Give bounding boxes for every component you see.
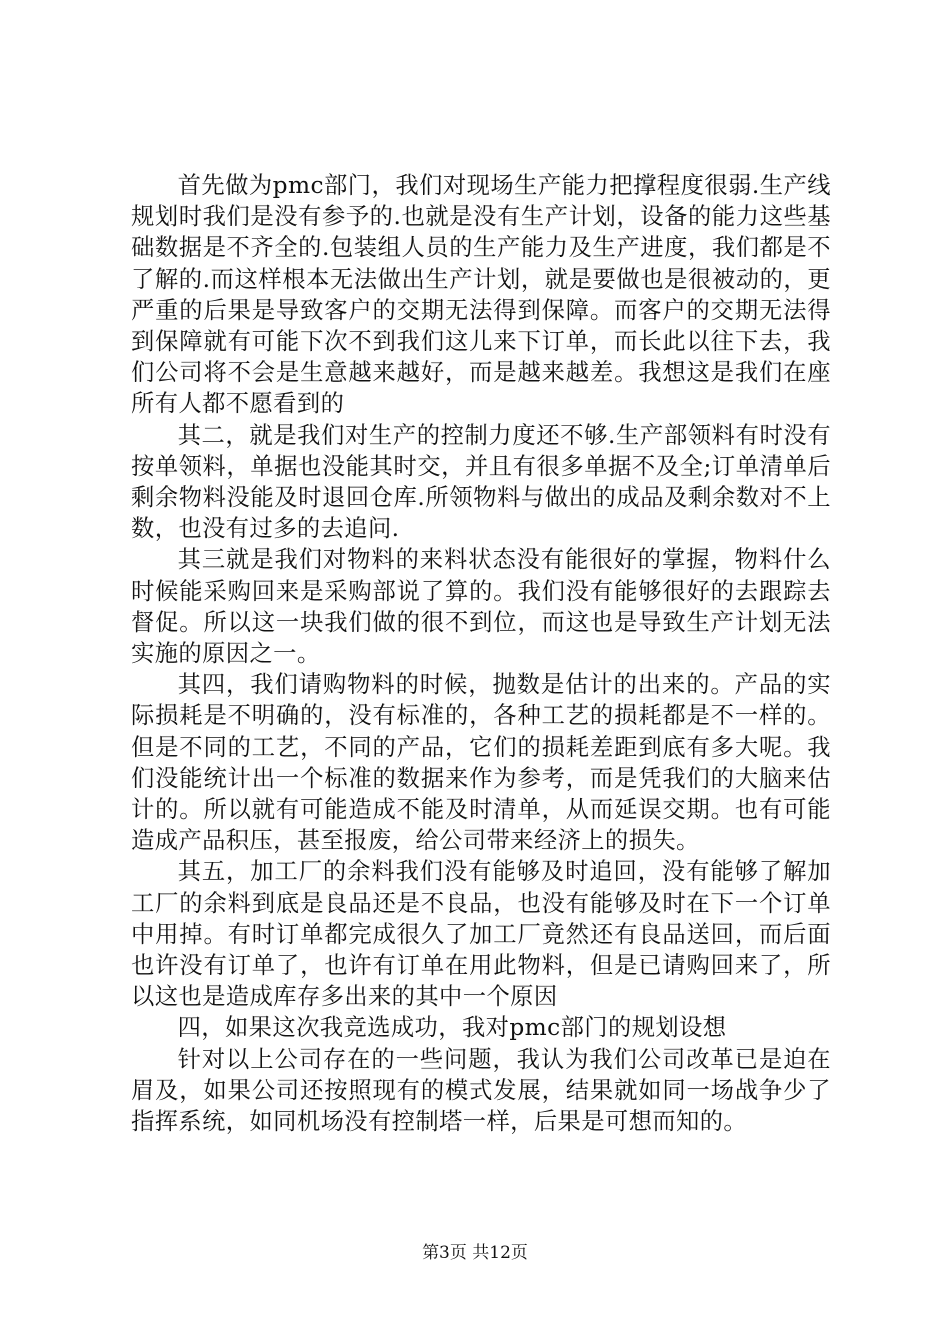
body-text <box>131 170 831 1137</box>
paragraph-2: 其二，就是我们对生产的控制力度还不够.生产部领料有时没有按单领料，单据也没能其时交，并且有很多单据不及全;订单清单后剩余物料没能及时退回仓库.所领物料与做出的成品及剩余数对不上数，也没有过多的去追问. <box>131 421 831 543</box>
paragraph-3: 其三就是我们对物料的来料状态没有能很好的掌握，物料什么时候能采购回来是采购部说了算的。我们没有能够很好的去跟踪去督促。所以这一块我们做的很不到位，而这也是导致生产计划无法实施的原因之一。 <box>131 546 831 668</box>
paragraph-1: 首先做为pmc部门，我们对现场生产能力把撑程度很弱.生产线规划时我们是没有参予的.也就是没有生产计划，设备的能力这些基础数据是不齐全的.包装组人员的生产能力及生产进度，我们都是不了解的.而这样根本无法做出生产计划，就是要做也是很被动的，更严重的后果是导致客户的交期无法得到保障。而客户的交期无法得到保障就有可能下次不到我们这儿来下订单，而长此以往下去，我们公司将不会是生意越来越好，而是越来越差。我想这是我们在座所有人都不愿看到的 <box>131 172 831 418</box>
paragraph-6: 针对以上公司存在的一些问题，我认为我们公司改革已是迫在眉及，如果公司还按照现有的模式发展，结果就如同一场战争少了指挥系统，如同机场没有控制塔一样，后果是可想而知的。 <box>131 1045 831 1136</box>
page-number-footer: 第3页 共12页 <box>422 1243 528 1263</box>
section-heading: 四，如果这次我竞选成功，我对pmc部门的规划设想 <box>177 1014 727 1042</box>
paragraph-5: 其五，加工厂的余料我们没有能够及时追回，没有能够了解加工厂的余料到底是良品还是不良品，也没有能够及时在下一个订单中用掉。有时订单都完成很久了加工厂竟然还有良品送回，而后面也许没有订单了，也许有订单在用此物料，但是已请购回来了，所以这也是造成库存多出来的其中一个原因 <box>131 858 831 1011</box>
paragraph-4: 其四，我们请购物料的时候，抛数是估计的出来的。产品的实际损耗是不明确的，没有标准的，各种工艺的损耗都是不一样的。但是不同的工艺，不同的产品，它们的损耗差距到底有多大呢。我们没能统计出一个标准的数据来作为参考，而是凭我们的大脑来估计的。所以就有可能造成不能及时清单，从而延误交期。也有可能造成产品积压，甚至报废，给公司带来经济上的损失。 <box>131 671 831 855</box>
